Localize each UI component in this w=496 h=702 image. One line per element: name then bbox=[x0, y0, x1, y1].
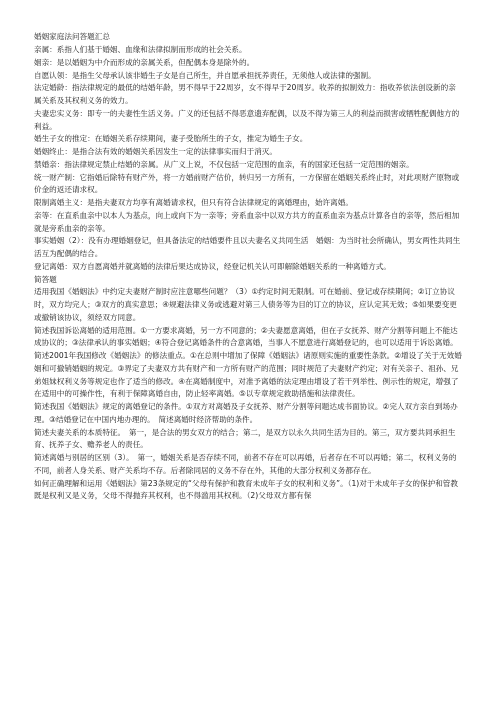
paragraph-prohibited-kin: 禁婚亲：指法律规定禁止结婚的亲属。从广义上说，不仅包括一定范围的血亲，有的国家还包括一定范围的姻亲。 bbox=[34, 159, 414, 169]
paragraph-marriage-termination: 婚姻终止：是指合法有效的婚姻关系因发生一定的法律事实而归于消灭。 bbox=[34, 147, 277, 156]
paragraph-spousal-relationship: 简述夫妻关系的本质特征。 第一，是合法的男女双方的结合；第二，是双方以永久共同生活为目的。第三，双方要共同承担生育、抚养子女、赡养老人的责任。 bbox=[34, 427, 456, 450]
paragraph-voluntary-acknowledgment: 自愿认领：是指生父母承认该非婚生子女是自己所生，并自愿承担抚养责任，无须他人或法律的强制。 bbox=[34, 70, 376, 80]
paragraph-litigation-divorce: 简述我国诉讼离婚的适用范围。①一方要求离婚，另一方不同意的；②夫妻愿意离婚，但在子女抚养、财产分割等问题上不能达成协议的；③法律承认的事实婚姻；④符合登记离婚条件的合意离婚，当事人不愿意进行离婚登记的，也可以适用于诉讼离婚。 简述2001年我国修改《婚姻法》的修法重点。①在总则中增加了保障《婚姻法》诸原则实施的重要性条款。②增设了关于无效婚姻和可撤销婚姻的规定。③界定了夫妻双方共有财产和一方所有财产的范围；同时规范了夫妻财产约定；对有关亲子、祖孙、兄弟姐妹权利义务等规定也作了适当的修改。④在离婚制度中，对准予离婚的法定理由增设了若干列举性、例示性的规定，增强了在适用中的可操作性，有利于保障离婚自由，防止轻率离婚。⑤以专章规定救助措施和法律责任。 bbox=[34, 325, 462, 399]
paragraph-unified-property: 统一财产制：它指婚后除特有财产外，将一方婚前财产估价，转归另一方所有，一方保留在婚姻关系终止时，对此项财产原物或价金的返还请求权。 bbox=[34, 172, 460, 195]
paragraph-legitimacy-presumption: 婚生子女的推定：在婚姻关系存续期间，妻子受胎所生的子女，推定为婚生子女。 bbox=[34, 134, 308, 144]
paragraph-article-23: 如何正确理解和运用《婚姻法》第23条规定的“父母有保护和教育未成年子女的权利和义务”。（1)对于未成年子女的保护和管教既是权利又是义务，父母不得抛弃其权利，也不得滥用其权利。（2)父母双方都有保 bbox=[34, 478, 458, 501]
section-heading-short-answer: 简答题 bbox=[34, 274, 57, 284]
paragraph-registered-divorce: 登记离婚：双方自愿离婚并就离婚的法律后果达成协议，经登记机关认可即解除婚姻关系的一种离婚方式。 bbox=[34, 261, 391, 271]
paragraph-fidelity-duty: 夫妻忠实义务：即专一的夫妻性生活义务。广义的还包括不得恶意遗弃配偶，以及不得为第三人的利益而损害或牺牲配偶他方的利益。 bbox=[34, 108, 460, 131]
paragraph-de-facto-marriage: 事实婚姻（2）：没有办理婚姻登记，但具备法定的结婚要件且以夫妻名义共同生活 婚姻：为当时社会所确认，男女两性共同生活互为配偶的结合。 bbox=[34, 236, 461, 258]
paragraph-marriage-age: 法定婚龄：指法律规定的最低的结婚年龄，男不得早于22周岁，女不得早于20周岁。收养的拟制效力：指收养依法创设新的亲属关系及其权利义务的效力。 bbox=[34, 83, 456, 105]
paragraph-property-agreement: 适用我国《婚姻法》中约定夫妻财产制时应注意哪些问题？（3）①约定时间无限制。可在婚前、登记或存续期间；②订立协议时，双方均完人；③双方的真实意思；④规避法律义务或逃避对第三人债务等为目的订立的协议，应认定其无效；⑤如果要变更或撤销该协议，须经双方同意。 bbox=[34, 287, 457, 322]
paragraph-restricted-divorce: 限制离婚主义：是指夫妻双方均享有离婚请求权，但只有符合法律规定的离婚理由，始许离婚。 bbox=[34, 198, 353, 207]
paragraph-divorce-vs-separation: 简述离婚与别居的区别（3）。 第一，婚姻关系是否存续不同，前者不存在可以再婚，后者存在不可以再婚；第二，权利义务的不同，前者人身关系、财产关系均不存。后者除同居的义务不存在外，其他的大部分权利义务都存在。 bbox=[34, 453, 457, 475]
paragraph-kinship: 亲属：系指人们基于婚姻、血缘和法律拟制而形成的社会关系。 bbox=[34, 45, 247, 54]
document-title: 婚姻家庭法问答题汇总 bbox=[34, 32, 110, 41]
paragraph-affinity: 姻亲：是以婚姻为中介而形成的亲属关系，但配偶本身是除外的。 bbox=[34, 57, 255, 67]
paragraph-degree-of-kinship: 亲等：在直系血亲中以本人为基点，向上或向下为一亲等；旁系血亲中以双方共方的直系血亲为基点计算各自的亲等，然后相加就是旁系血亲的亲等。 bbox=[34, 210, 460, 233]
paragraph-divorce-registration: 简述我国《婚姻法》规定的离婚登记的条件。①双方对离婚及子女抚养、财产分割等问题达成书面协议。②完人双方亲自到场办理。③结婚登记在中国内地办理的。 简述离婚时经济帮助的条件。 bbox=[34, 402, 458, 424]
